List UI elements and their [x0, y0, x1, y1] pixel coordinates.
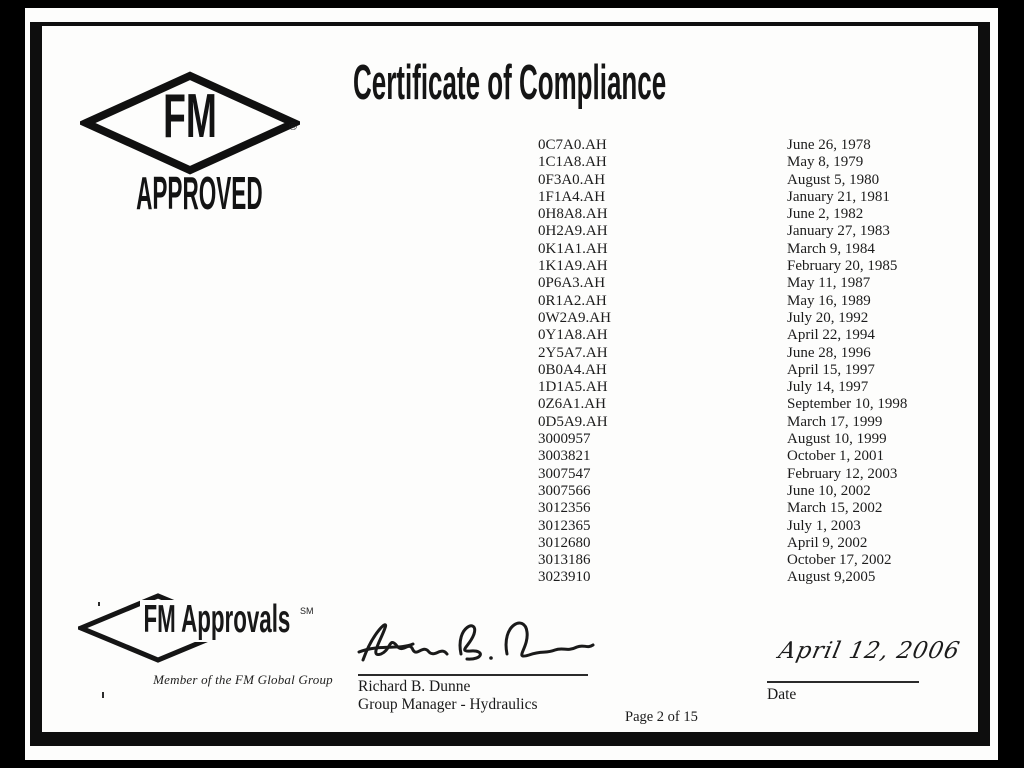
signer-name: Richard B. Dunne: [358, 678, 471, 695]
record-id: 0Y1A8.AH: [538, 327, 608, 344]
record-row: [538, 466, 907, 483]
record-date: April 15, 1997: [787, 361, 875, 378]
record-row: [538, 189, 907, 206]
record-date: July 1, 2003: [787, 517, 861, 534]
record-id: 0K1A1.AH: [538, 240, 608, 257]
record-id: 0H2A9.AH: [538, 223, 608, 240]
compliance-records-list: [538, 137, 907, 587]
record-id: 0B0A4.AH: [538, 361, 607, 378]
record-row: [538, 154, 907, 171]
page-title: Certificate of Compliance: [353, 56, 667, 110]
record-date: August 10, 1999: [787, 431, 887, 448]
record-row: [538, 172, 907, 189]
signature-block: [355, 608, 625, 728]
record-id: 1D1A5.AH: [538, 379, 608, 396]
fm-monogram: FM: [163, 82, 217, 151]
signer-title: Group Manager - Hydraulics: [358, 696, 538, 713]
record-date: September 10, 1998: [787, 396, 908, 413]
record-row: [538, 345, 907, 362]
record-id: 3012680: [538, 534, 591, 551]
record-row: [538, 275, 907, 292]
record-date: June 2, 1982: [787, 206, 864, 223]
record-id: 0P6A3.AH: [538, 275, 606, 292]
record-date: February 12, 2003: [787, 465, 898, 482]
record-row: [538, 362, 907, 379]
record-date: January 27, 1983: [787, 223, 890, 240]
record-date: August 9,2005: [787, 569, 876, 586]
registered-trademark-icon: ®: [289, 121, 298, 133]
record-date: October 17, 2002: [787, 552, 892, 569]
record-date: April 9, 2002: [787, 534, 868, 551]
fm-approved-logo: [80, 71, 300, 226]
record-row: [538, 258, 907, 275]
record-date: May 16, 1989: [787, 292, 871, 309]
record-id: 2Y5A7.AH: [538, 344, 608, 361]
record-date: April 22, 1994: [787, 327, 875, 344]
page-number: Page 2 of 15: [625, 709, 698, 725]
record-row: [538, 241, 907, 258]
record-row: [538, 483, 907, 500]
record-id: 0H8A8.AH: [538, 206, 608, 223]
scan-speck: [98, 602, 100, 606]
signature-line: [358, 674, 588, 676]
record-date: July 14, 1997: [787, 379, 869, 396]
date-label: Date: [767, 686, 797, 703]
record-id: 3007566: [538, 482, 591, 499]
record-row: [538, 327, 907, 344]
record-date: March 9, 1984: [787, 240, 875, 257]
fm-approvals-wordmark: FM Approvals: [140, 600, 295, 642]
record-id: 3003821: [538, 448, 591, 465]
record-id: 3012356: [538, 500, 591, 517]
record-row: [538, 137, 907, 154]
record-id: 0F3A0.AH: [538, 171, 606, 188]
record-row: [538, 414, 907, 431]
service-mark-icon: SM: [300, 606, 314, 616]
record-id: 3013186: [538, 552, 591, 569]
record-row: [538, 448, 907, 465]
record-row: [538, 569, 907, 586]
record-row: [538, 396, 907, 413]
record-date: May 8, 1979: [787, 154, 864, 171]
record-row: [538, 310, 907, 327]
record-date: October 1, 2001: [787, 448, 885, 465]
record-id: 3000957: [538, 431, 591, 448]
record-id: 0C7A0.AH: [538, 137, 607, 153]
record-row: [538, 431, 907, 448]
record-id: 1C1A8.AH: [538, 154, 607, 171]
record-row: [538, 552, 907, 569]
record-id: 0Z6A1.AH: [538, 396, 606, 413]
record-row: [538, 379, 907, 396]
date-block: [767, 638, 977, 708]
record-date: January 21, 1981: [787, 188, 890, 205]
record-id: 3007547: [538, 465, 591, 482]
scan-speck: [102, 692, 104, 698]
record-date: August 5, 1980: [787, 171, 880, 188]
record-id: 1F1A4.AH: [538, 188, 606, 205]
fm-approvals-logo: [78, 593, 378, 698]
record-row: [538, 500, 907, 517]
record-date: March 15, 2002: [787, 500, 883, 517]
record-id: 3012365: [538, 517, 591, 534]
record-date: June 26, 1978: [787, 137, 871, 153]
certificate-page: [25, 8, 998, 760]
record-id: 1K1A9.AH: [538, 258, 608, 275]
record-row: [538, 518, 907, 535]
signature-handwriting-icon: [355, 614, 595, 672]
approved-label: APPROVED: [136, 167, 263, 219]
record-date: June 10, 2002: [787, 482, 871, 499]
record-id: 0W2A9.AH: [538, 309, 611, 326]
record-id: 3023910: [538, 569, 591, 586]
record-row: [538, 535, 907, 552]
record-date: May 11, 1987: [787, 275, 871, 292]
record-row: [538, 223, 907, 240]
record-date: March 17, 1999: [787, 413, 883, 430]
fm-global-tagline: Member of the FM Global Group: [153, 672, 333, 687]
record-date: June 28, 1996: [787, 344, 871, 361]
record-id: 0D5A9.AH: [538, 413, 608, 430]
handwritten-date: April 12, 2006: [776, 638, 963, 664]
record-date: February 20, 1985: [787, 258, 898, 275]
record-date: July 20, 1992: [787, 309, 869, 326]
record-row: [538, 206, 907, 223]
date-line: [767, 681, 919, 683]
record-id: 0R1A2.AH: [538, 292, 607, 309]
record-row: [538, 293, 907, 310]
